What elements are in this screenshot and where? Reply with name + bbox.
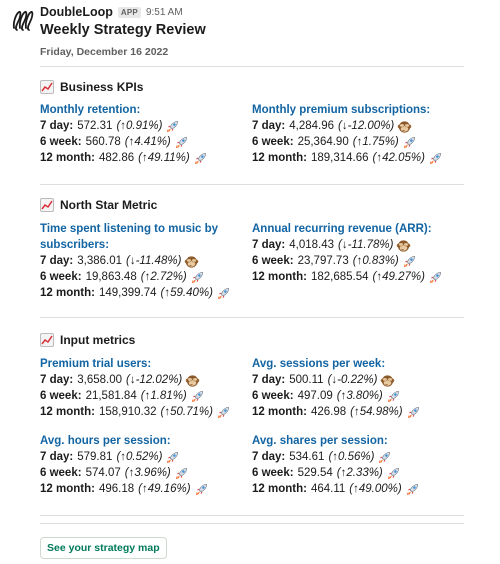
- metric-annual-recurring-revenue: [252, 221, 457, 285]
- period-label: 7 day:: [252, 374, 286, 386]
- metric-row: [252, 372, 457, 388]
- metric-value: 496.18: [98, 483, 135, 495]
- section-heading-north-star-metric: [40, 198, 157, 212]
- see-strategy-map-button[interactable]: See your strategy map: [40, 537, 167, 559]
- metric-value: 25,364.90: [297, 136, 349, 148]
- metric-row: [252, 237, 457, 253]
- metric-change: (↑1.75%): [352, 136, 399, 148]
- metric-change: (↑0.83%): [352, 255, 399, 267]
- rocket-icon: [174, 135, 189, 150]
- metric-avg-sessions-per-week: [252, 356, 457, 420]
- metric-row: [40, 465, 245, 481]
- see-no-evil-monkey-icon: [380, 373, 395, 388]
- metric-row: [40, 134, 245, 150]
- metric-row: [40, 372, 245, 388]
- metric-change: (↑3.80%): [336, 390, 383, 402]
- metric-label: Avg. shares per session:: [252, 435, 388, 447]
- period-label: 7 day:: [252, 239, 286, 251]
- metric-value: 574.07: [85, 467, 121, 479]
- metric-value: 579.81: [77, 451, 113, 463]
- metric-value: 4,284.96: [289, 120, 335, 132]
- rocket-icon: [377, 450, 392, 465]
- metric-change: (↓-12.02%): [126, 374, 183, 386]
- metric-monthly-premium-subscriptions: [252, 102, 457, 166]
- metric-label: Avg. sessions per week:: [252, 358, 386, 370]
- rocket-icon: [386, 466, 401, 481]
- metric-change: (↑50.71%): [160, 406, 213, 418]
- rocket-icon: [386, 389, 401, 404]
- section-title: North Star Metric: [60, 198, 158, 212]
- metric-value: 426.98: [310, 406, 347, 418]
- see-no-evil-monkey-icon: [185, 373, 200, 388]
- metric-label: Monthly premium subscriptions:: [252, 104, 431, 116]
- metric-value: 189,314.66: [310, 152, 369, 164]
- metric-label: Annual recurring revenue (ARR):: [252, 223, 432, 235]
- rocket-icon: [190, 270, 205, 285]
- metric-change: (↑4.41%): [124, 136, 171, 148]
- metric-row: [252, 404, 457, 420]
- divider: [40, 66, 464, 67]
- metric-value: 572.31: [77, 120, 113, 132]
- metric-label: Avg. hours per session:: [40, 435, 171, 447]
- metric-row: [40, 285, 245, 301]
- metric-value: 21,581.84: [85, 390, 137, 402]
- app-badge: APP: [118, 7, 141, 18]
- period-label: 7 day:: [40, 120, 74, 132]
- metric-row: [252, 481, 457, 497]
- metric-change: (↑49.27%): [372, 271, 425, 283]
- metric-value: 19,863.48: [85, 271, 137, 283]
- section-title: Input metrics: [60, 333, 136, 347]
- metric-change: (↑42.05%): [372, 152, 425, 164]
- message-date: Friday, December 16 2022: [40, 46, 169, 58]
- metric-row: [252, 388, 457, 404]
- period-label: 6 week:: [252, 255, 294, 267]
- metric-row: [40, 150, 245, 166]
- metric-change: (↑49.11%): [138, 152, 190, 164]
- metric-avg-shares-per-session: [252, 433, 457, 497]
- metric-change: (↓-11.48%): [126, 255, 182, 267]
- period-label: 12 month:: [40, 287, 95, 299]
- chart-increasing-icon: [40, 198, 54, 212]
- period-label: 12 month:: [40, 152, 95, 164]
- app-name[interactable]: DoubleLoop: [40, 5, 113, 19]
- metric-value: 23,797.73: [297, 255, 349, 267]
- metric-change: (↑49.16%): [138, 483, 191, 495]
- metric-value: 158,910.32: [98, 406, 157, 418]
- metric-change: (↑54.98%): [350, 406, 403, 418]
- metric-row: [40, 481, 245, 497]
- period-label: 12 month:: [40, 483, 95, 495]
- period-label: 6 week:: [40, 271, 82, 283]
- period-label: 12 month:: [252, 152, 307, 164]
- period-label: 7 day:: [252, 451, 286, 463]
- metric-value: 149,399.74: [98, 287, 157, 299]
- metric-value: 529.54: [297, 467, 333, 479]
- period-label: 6 week:: [40, 390, 82, 402]
- metric-change: (↓-0.22%): [327, 374, 378, 386]
- message-title: Weekly Strategy Review: [40, 22, 206, 38]
- metric-change: (↑1.81%): [140, 390, 187, 402]
- divider: [40, 317, 464, 318]
- period-label: 7 day:: [40, 255, 74, 267]
- metric-label: Monthly retention:: [40, 104, 141, 116]
- period-label: 6 week:: [252, 467, 294, 479]
- rocket-icon: [216, 405, 231, 420]
- metric-row: [40, 404, 245, 420]
- metric-value: 497.09: [297, 390, 333, 402]
- period-label: 7 day:: [40, 451, 74, 463]
- metric-row: [252, 150, 457, 166]
- metric-change: (↑49.00%): [349, 483, 402, 495]
- rocket-icon: [165, 119, 180, 134]
- metric-row: [40, 269, 245, 285]
- metric-value: 560.78: [85, 136, 121, 148]
- rocket-icon: [402, 254, 417, 269]
- rocket-icon: [190, 389, 205, 404]
- rocket-icon: [174, 466, 189, 481]
- rocket-icon: [165, 450, 180, 465]
- metric-avg-hours-per-session: [40, 433, 245, 497]
- metric-change: (↑0.56%): [328, 451, 375, 463]
- metric-change: (↑2.33%): [336, 467, 383, 479]
- rocket-icon: [428, 270, 443, 285]
- metric-row: [40, 449, 245, 465]
- rocket-icon: [216, 286, 231, 301]
- metric-row: [252, 269, 457, 285]
- period-label: 6 week:: [40, 467, 82, 479]
- metric-row: [40, 388, 245, 404]
- period-label: 7 day:: [252, 120, 286, 132]
- rocket-icon: [428, 151, 443, 166]
- divider: [40, 515, 464, 516]
- metric-change: (↓-12.00%): [338, 120, 395, 132]
- rocket-icon: [405, 482, 420, 497]
- metric-change: (↓-11.78%): [338, 239, 394, 251]
- metric-label: Time spent listening to music by subscribers:: [40, 223, 219, 251]
- period-label: 12 month:: [252, 271, 307, 283]
- metric-value: 534.61: [289, 451, 325, 463]
- rocket-icon: [406, 405, 421, 420]
- message-header: [40, 5, 183, 19]
- metric-row: [252, 253, 457, 269]
- message-time[interactable]: 9:51 AM: [145, 6, 183, 18]
- metric-time-spent-listening: [40, 221, 245, 301]
- metric-row: [252, 449, 457, 465]
- period-label: 12 month:: [40, 406, 95, 418]
- period-label: 7 day:: [40, 374, 74, 386]
- metric-premium-trial-users: [40, 356, 245, 420]
- section-heading-business-kpis: [40, 80, 143, 94]
- metric-value: 482.86: [98, 152, 135, 164]
- see-no-evil-monkey-icon: [397, 119, 412, 134]
- divider: [40, 523, 464, 524]
- section-title: Business KPIs: [60, 80, 144, 94]
- metric-row: [252, 465, 457, 481]
- metric-row: [252, 134, 457, 150]
- rocket-icon: [402, 135, 417, 150]
- metric-change: (↑0.52%): [116, 451, 163, 463]
- metric-label: Premium trial users:: [40, 358, 152, 370]
- period-label: 6 week:: [40, 136, 82, 148]
- metric-row: [252, 118, 457, 134]
- metric-value: 4,018.43: [289, 239, 335, 251]
- metric-value: 3,658.00: [77, 374, 123, 386]
- metric-value: 3,386.01: [77, 255, 123, 267]
- metric-value: 182,685.54: [310, 271, 369, 283]
- metric-monthly-retention: [40, 102, 245, 166]
- period-label: 12 month:: [252, 483, 307, 495]
- section-heading-input-metrics: [40, 333, 135, 347]
- see-no-evil-monkey-icon: [396, 238, 411, 253]
- metric-change: (↑2.72%): [140, 271, 187, 283]
- rocket-icon: [194, 482, 209, 497]
- chart-increasing-icon: [40, 333, 54, 347]
- metric-change: (↑59.40%): [160, 287, 213, 299]
- divider: [40, 184, 464, 185]
- metric-change: (↑3.96%): [124, 467, 171, 479]
- period-label: 6 week:: [252, 390, 294, 402]
- app-avatar[interactable]: [10, 8, 36, 34]
- metric-row: [40, 118, 245, 134]
- see-no-evil-monkey-icon: [184, 254, 199, 269]
- period-label: 12 month:: [252, 406, 307, 418]
- metric-value: 500.11: [289, 374, 324, 386]
- rocket-icon: [193, 151, 208, 166]
- period-label: 6 week:: [252, 136, 294, 148]
- metric-value: 464.11: [310, 483, 346, 495]
- metric-change: (↑0.91%): [116, 120, 163, 132]
- chart-increasing-icon: [40, 80, 54, 94]
- metric-row: [40, 253, 245, 269]
